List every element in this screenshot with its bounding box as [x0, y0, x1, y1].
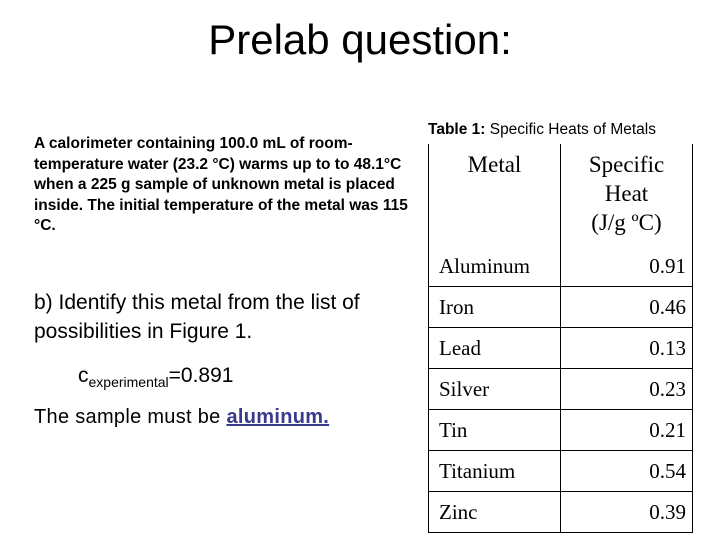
answer-highlight: aluminum. [226, 406, 330, 428]
metal-name: Titanium [429, 451, 561, 492]
question-b: b) Identify this metal from the list of possibilities in Figure 1. [34, 291, 360, 343]
table-row [429, 369, 693, 410]
c-subscript: experimental [88, 374, 169, 390]
table-row [429, 410, 693, 451]
specific-heat-value: 0.39 [561, 492, 693, 533]
c-symbol: c [78, 364, 89, 387]
specific-heat-value: 0.46 [561, 287, 693, 328]
metal-name: Zinc [429, 492, 561, 533]
table-row [429, 492, 693, 533]
header-specific-heat [561, 144, 693, 246]
problem-statement: A calorimeter containing 100.0 mL of room-temperature water (23.2 °C) warms up to to 48.1°C when a 225 g sample of unknown metal is placed inside. The initial temperature of the metal was 115 °C. [34, 135, 408, 234]
metal-name: Tin [429, 410, 561, 451]
header-heat-line3: (J/g ºC) [591, 210, 662, 235]
table-caption-text: Specific Heats of Metals [485, 121, 656, 138]
metal-name: Aluminum [429, 246, 561, 287]
header-metal: Metal [429, 144, 561, 246]
answer-line [34, 403, 329, 431]
table-caption [428, 120, 708, 140]
specific-heat-table [428, 144, 693, 533]
metal-name: Silver [429, 369, 561, 410]
table-header-row [429, 144, 693, 246]
answer-prefix: The sample must be [34, 406, 227, 428]
metal-name: Lead [429, 328, 561, 369]
slide-title: Prelab question: [208, 16, 512, 63]
specific-heat-value: 0.54 [561, 451, 693, 492]
table-row [429, 328, 693, 369]
c-experimental-value [78, 362, 233, 396]
table-row [429, 287, 693, 328]
table-row [429, 451, 693, 492]
specific-heat-value: 0.23 [561, 369, 693, 410]
specific-heat-value: 0.21 [561, 410, 693, 451]
table-row [429, 246, 693, 287]
c-value: =0.891 [168, 364, 234, 387]
header-heat-line1: Specific [588, 152, 665, 177]
specific-heat-value: 0.91 [561, 246, 693, 287]
header-heat-line2: Heat [604, 181, 649, 206]
metal-name: Iron [429, 287, 561, 328]
specific-heat-value: 0.13 [561, 328, 693, 369]
table-caption-label: Table 1: [428, 121, 486, 138]
